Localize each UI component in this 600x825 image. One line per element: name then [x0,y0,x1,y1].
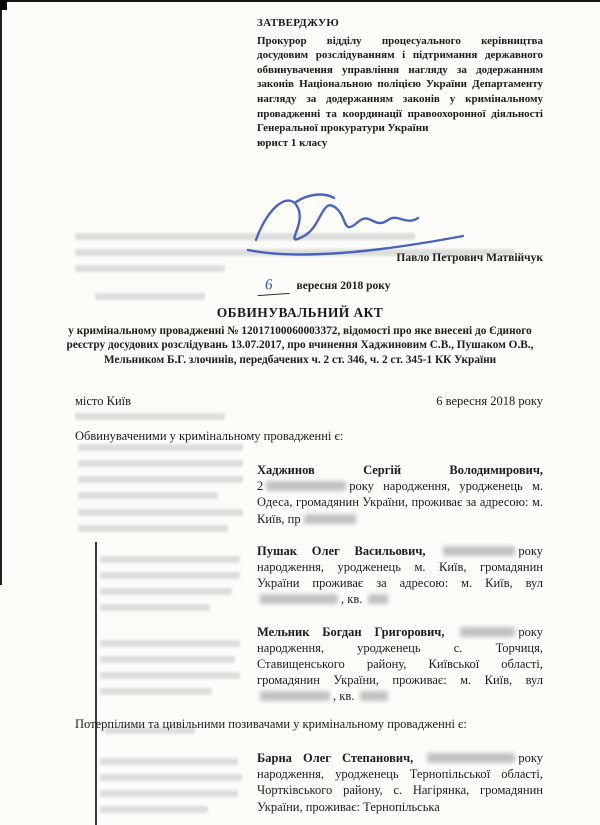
redacted-text [304,514,356,524]
victim-paragraph [257,750,543,815]
redacted-text [266,481,346,491]
redacted-text [260,594,338,604]
document-date: 6 вересня 2018 року [436,394,543,408]
redacted-text [460,627,515,637]
scan-edge-top [0,0,600,2]
victim-details: року народження, уродженець Тернопільської області, Чортківського району, с. Нагірянка, громадянин України, проживає: Тернопільська [257,751,543,814]
accused-list [257,462,543,721]
accused-intro: Обвинуваченими у кримінальному провадженні є: [75,429,344,443]
accused-paragraph [257,462,543,527]
document-place: місто Київ [75,394,132,408]
accused-name: Хаджинов Сергій Володимирович, [257,463,543,477]
accused-details: року народження, уродженець м. Одеса, громадянин України, проживає за адресою: м. Київ, пр [257,479,543,526]
left-margin-rule [95,542,97,825]
scan-corner-mark [0,0,7,10]
scan-edge-left [0,0,2,585]
redacted-text [427,753,515,763]
handwritten-date-day: 6 [256,276,289,296]
document-subtitle: у кримінальному провадженні № 12017100060003372, відомості про яке внесені до Єдиного реєстру досудових розслідувань 13.07.2017, про вчинення Хаджиновим С.В., Пушаком О.В., Мельником Б.Г. злочинів, передбачених ч. 2 ст. 346, ч. 2 ст. 345-1 КК України [66,325,534,366]
accused-details: року народження, уродженець м. Київ, громадянин України проживає за адресою: м. Київ, вул [257,543,544,591]
victim-name: Барна Олег Степанович, [257,751,414,765]
document-title: ОБВИНУВАЛЬНИЙ АКТ [216,305,384,320]
accused-name: Пушак Олег Васильович, [257,543,426,558]
accused-paragraph [257,543,543,608]
accused-details: року народження, уродженець с. Торчиця, Ставищенського району, Київської області, громадянин України, проживає: м. Київ, вул [257,624,543,688]
signer-name: Павло Петрович Матвійчук [396,252,543,264]
approval-date-rest: вересня 2018 року [296,280,391,292]
accused-name: Мельник Богдан Григорович, [257,624,445,639]
redacted-text [443,546,515,556]
approval-rank-line: юрист 1 класу [257,136,328,149]
accused-details: 2 [257,479,264,494]
approval-header: ЗАТВЕРДЖУЮ [257,17,340,29]
redacted-text [360,691,388,701]
redacted-text [260,691,330,701]
place-date-row [75,394,543,409]
approval-block [257,16,543,150]
approval-date-line [257,277,391,295]
approval-body: Прокурор відділу процесуального керівництва досудовим розслідуванням і підтримання державного обвинувачення управління нагляду за додержанням законів Національною поліцією України Департаменту нагляду за додержанням законів у кримінальному провадженні та координації правоохоронної діяльності Генеральної прокуратури України [257,34,543,135]
redacted-text [368,594,388,604]
accused-details: , кв. [341,592,363,607]
accused-paragraph [257,624,543,705]
victims-intro: Потерпілими та цивільними позивачами у кримінальному провадженні є: [75,717,467,731]
accused-details: , кв. [333,689,355,704]
